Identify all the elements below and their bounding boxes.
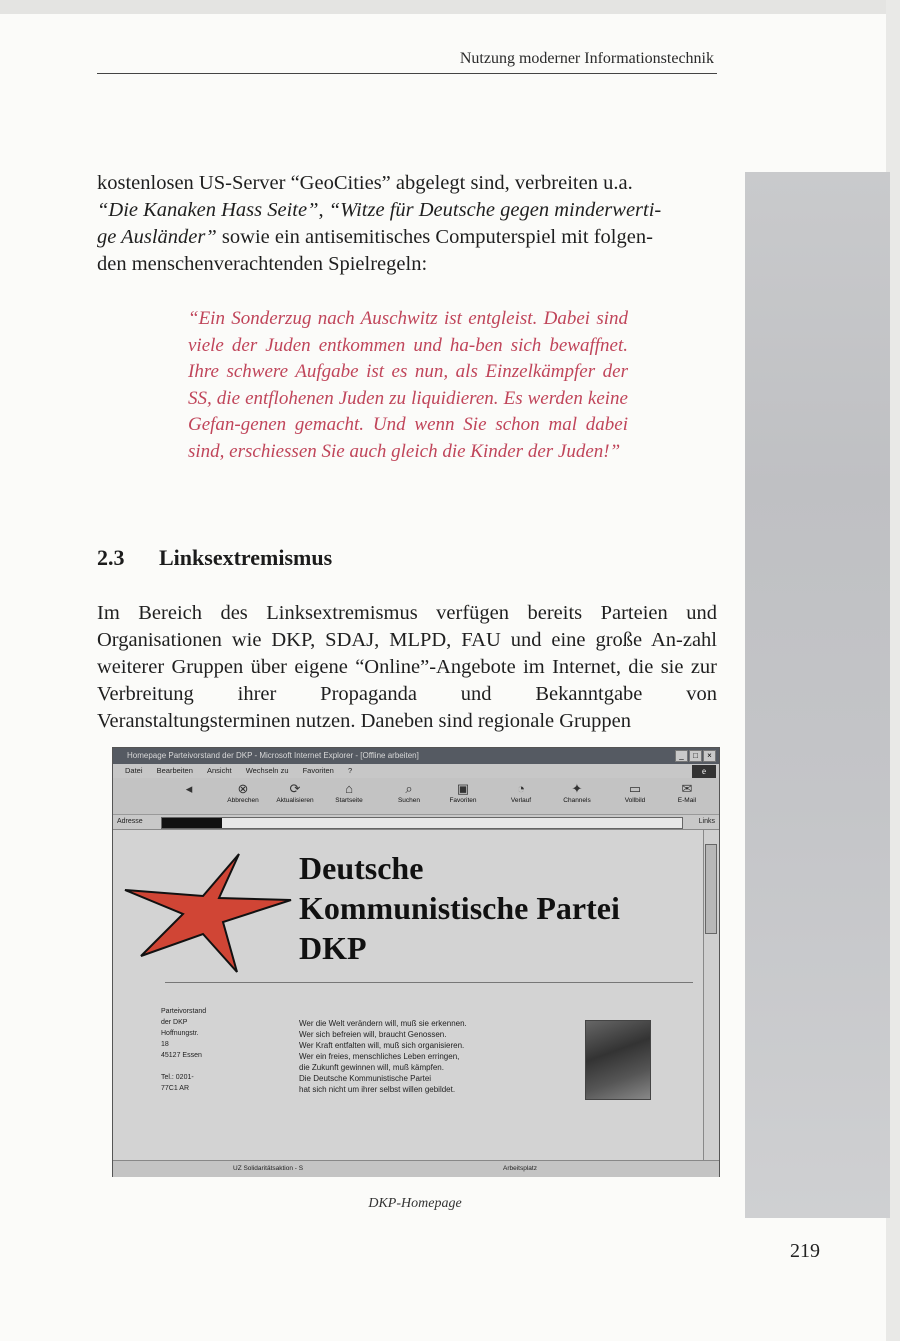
dkp-heading xyxy=(299,848,620,968)
home-button xyxy=(325,780,373,804)
mail-button xyxy=(663,780,711,804)
history-button xyxy=(497,780,545,804)
para1-line4: den menschenverachtenden Spielregeln: xyxy=(97,253,428,275)
refresh-button xyxy=(271,780,319,804)
close-icon: × xyxy=(703,750,716,762)
title-kanaken: “Die Kanaken Hass Seite” xyxy=(97,199,319,221)
poem-line: Wer die Welt verändern will, muß sie erkennen. xyxy=(299,1019,467,1028)
red-star-icon xyxy=(119,846,299,976)
favorites-icon: ▣ xyxy=(456,781,470,796)
favorites-button xyxy=(439,780,487,804)
fullscreen-button xyxy=(611,780,659,804)
poem xyxy=(299,1018,569,1095)
game-rules-quote: “Ein Sonderzug nach Auschwitz ist entgleist. Dabei sind viele der Juden entkommen und ha-ben sich bewaffnet. Ihre schwere Aufgabe ist es nun, als Einzelkämpfer der SS, die entflohenen Juden zu liquidieren. Es werden keine Gefan-genen gemacht. Und wenn Sie schon mal dabei sind, erschiessen Sie auch gleich die Kinder der Juden!” xyxy=(188,308,628,462)
page-number: 219 xyxy=(790,1240,820,1262)
menu-favoriten: Favoriten xyxy=(302,766,334,775)
separator: , xyxy=(318,199,329,221)
menu-bar xyxy=(113,764,719,778)
links-label: Links xyxy=(698,818,715,825)
menu-wechseln: Wechseln zu xyxy=(245,766,289,775)
minimize-icon: _ xyxy=(675,750,688,762)
stop-button xyxy=(219,780,267,804)
header-rule xyxy=(97,73,717,74)
favorites-label: Favoriten xyxy=(449,797,477,804)
ie-logo-icon: e xyxy=(692,765,716,778)
status-bar xyxy=(113,1160,719,1177)
heading-line2: Kommunistische Partei xyxy=(299,890,620,926)
search-icon: ⌕ xyxy=(405,781,413,796)
poem-line: die Zukunft gewinnen will, muß kämpfen. xyxy=(299,1063,444,1072)
section-number: 2.3 xyxy=(97,545,125,570)
search-button xyxy=(385,780,433,804)
browser-screenshot xyxy=(112,747,720,1177)
stop-label: Abbrechen xyxy=(227,797,259,804)
maximize-icon: □ xyxy=(689,750,702,762)
content-rule xyxy=(165,982,693,983)
menu-help: ? xyxy=(347,766,353,775)
refresh-icon: ⟳ xyxy=(289,781,301,796)
status-right: Arbeitsplatz xyxy=(503,1165,537,1172)
search-label: Suchen xyxy=(397,797,421,804)
page-content xyxy=(113,830,703,1160)
address-field xyxy=(161,817,683,829)
portrait-photo xyxy=(585,1020,651,1100)
scroll-thumb xyxy=(705,844,717,934)
address-label: Adresse xyxy=(117,818,143,825)
paragraph-geocities xyxy=(97,170,717,278)
figure-caption xyxy=(0,1196,830,1212)
section-title: Linksextremismus xyxy=(159,545,333,570)
status-left: UZ Solidaritätsaktion - S xyxy=(233,1165,304,1172)
fullscreen-label: Vollbild xyxy=(624,797,646,804)
window-controls xyxy=(675,750,716,762)
section-heading xyxy=(97,545,332,571)
menu-ansicht: Ansicht xyxy=(206,766,232,775)
poem-line: Wer sich befreien will, braucht Genossen. xyxy=(299,1030,447,1039)
history-icon: ◔ xyxy=(517,781,525,796)
poem-line: Wer Kraft entfalten will, muß sich organisieren. xyxy=(299,1041,465,1050)
channels-label: Channels xyxy=(563,797,591,804)
back-icon: ◂ xyxy=(185,781,193,796)
mail-icon: ✉ xyxy=(681,781,693,796)
para1-rest: sowie ein antisemitisches Computerspiel mit folgen- xyxy=(216,226,653,248)
mail-label: E-Mail xyxy=(677,797,697,804)
para1-line1: kostenlosen US-Server “GeoCities” abgelegt sind, verbreiten u.a. xyxy=(97,172,633,194)
window-title: Homepage Parteivorstand der DKP - Microsoft Internet Explorer - [Offline arbeiten] xyxy=(127,751,419,760)
heading-line3: DKP xyxy=(299,930,367,966)
refresh-label: Aktualisieren xyxy=(276,797,314,804)
browser-toolbar xyxy=(113,778,719,815)
channels-icon: ✦ xyxy=(571,781,583,796)
back-button xyxy=(165,780,213,797)
stop-icon: ⊗ xyxy=(237,781,249,796)
poem-line: Die Deutsche Kommunistische Partei xyxy=(299,1074,432,1083)
menu-datei: Datei xyxy=(125,766,143,775)
paragraph-linksextremismus: Im Bereich des Linksextremismus verfügen bereits Parteien und Organisationen wie DKP, SDAJ, MLPD, FAU und eine große An-zahl weiterer Gruppen über eigene “Online”-Angebote im Internet, die sie zur Verbreitung ihrer Propaganda und Bekanntgabe von Veranstaltungsterminen nutzen. Daneben sind regionale Gruppen xyxy=(97,602,717,732)
home-icon: ⌂ xyxy=(345,781,353,796)
window-titlebar xyxy=(113,748,719,764)
menu-bearbeiten: Bearbeiten xyxy=(156,766,193,775)
poem-line: hat sich nicht um ihrer selbst willen gebildet. xyxy=(299,1085,456,1094)
party-address: Parteivorstand der DKP Hoffnungstr. 18 45127 Essen Tel.: 0201- 77C1 AR xyxy=(161,1008,207,1092)
poem-line: Wer ein freies, menschliches Leben erringen, xyxy=(299,1052,460,1061)
fullscreen-icon: ▭ xyxy=(628,781,642,796)
scan-edge-top xyxy=(0,0,900,14)
title-witze: “Witze für Deutsche gegen minderwerti- xyxy=(328,199,662,221)
address-redacted xyxy=(162,818,222,828)
caption-text: DKP-Homepage xyxy=(368,1196,462,1211)
title-witze-cont: ge Ausländer” xyxy=(97,226,217,248)
margin-shade xyxy=(745,172,890,1218)
address-bar xyxy=(113,815,719,830)
heading-line1: Deutsche xyxy=(299,850,424,886)
channels-button xyxy=(553,780,601,804)
running-header: Nutzung moderner Informationstechnik xyxy=(459,50,714,67)
history-label: Verlauf xyxy=(510,797,532,804)
home-label: Startseite xyxy=(335,797,363,804)
